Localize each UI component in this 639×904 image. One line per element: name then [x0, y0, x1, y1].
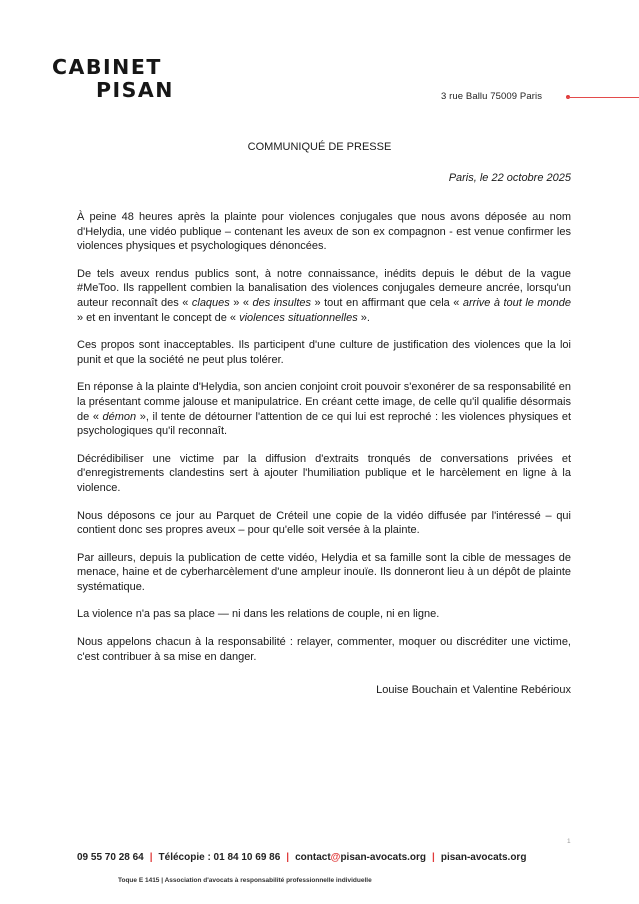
paragraph-4: En réponse à la plainte d'Helydia, son ancien conjoint croit pouvoir s'exonérer de sa responsabilité en la présentant comme jalouse et manipulatrice. En créant cette image, de celle qu'il qualifie désormais de « démon », il tente de détourner l'attention de ce qui lui est reproché : les violences physiques et psychologiques qu'il reconnaît.	[77, 381, 572, 438]
quote-violences-situationnelles: violences situationnelles	[239, 311, 358, 324]
footer-separator: |	[286, 852, 290, 863]
address-rule-decoration	[567, 97, 639, 98]
dateline: Paris, le 22 octobre 2025	[448, 172, 571, 184]
footer-separator: |	[432, 852, 435, 863]
signature: Louise Bouchain et Valentine Rebérioux	[376, 684, 571, 696]
paragraph-7: Par ailleurs, depuis la publication de cette vidéo, Helydia et sa famille sont la cible de messages de menace, haine et de cyberharcèlement d'une ampleur inouïe. Ils donneront lieu à un dépôt de plainte systématique.	[77, 551, 571, 593]
press-release-body	[77, 210, 571, 677]
quote-demon: démon	[102, 410, 137, 423]
paragraph-2: De tels aveux rendus publics sont, à notre connaissance, inédits depuis le début de la vague #MeToo. Ils rappellent combien la banalisation des violences conjugales demeure ancrée, lorsqu'un auteur reconnaît des « claques » « des insultes » tout en affirmant que cela « arrive à tout le monde » et en inventant le concept de « violences situationnelles ».	[77, 267, 572, 324]
paragraph-3: Ces propos sont inacceptables. Ils participent d'une culture de justification des violences que la loi punit et que la société ne peut plus tolérer.	[77, 339, 571, 366]
footer-separator: |	[149, 852, 153, 863]
document-title: COMMUNIQUÉ DE PRESSE	[247, 141, 392, 153]
quote-arrive: arrive à tout le monde	[462, 296, 572, 309]
page-number: 1	[567, 838, 571, 845]
paragraph-6: Nous déposons ce jour au Parquet de Créteil une copie de la vidéo diffusée par l'intéressé – qui contient donc ses propres aveux – pour qu'elle soit versée à la plainte.	[77, 509, 571, 537]
footer-contact	[77, 852, 526, 863]
paragraph-5: Décrédibiliser une victime par la diffusion d'extraits tronqués de conversations privées et d'enregistrements clandestins sert à ajouter l'humiliation publique et le harcèlement en ligne à la violence.	[77, 452, 571, 494]
logo-line-pisan: PISAN	[96, 78, 174, 102]
firm-address: 3 rue Ballu 75009 Paris	[441, 91, 543, 102]
paragraph-1: À peine 48 heures après la plainte pour violences conjugales que nous avons déposée au nom d'Helydia, une vidéo publique – contenant les aveux de son ex compagnon - est venue confirmer les violences physiques et psychologiques dénoncées.	[77, 211, 571, 253]
footer-fax: Télécopie : 01 84 10 69 86	[158, 852, 281, 863]
cabinet-pisan-logo	[52, 56, 174, 102]
footer-website[interactable]: pisan-avocats.org	[440, 852, 527, 863]
footer-phone: 09 55 70 28 64	[77, 852, 144, 863]
quote-insultes: des insultes	[252, 296, 312, 309]
logo-line-cabinet: CABINET	[52, 55, 162, 79]
paragraph-9: Nous appelons chacun à la responsabilité : relayer, commenter, moquer ou discréditer une victime, c'est contribuer à sa mise en danger.	[77, 636, 571, 663]
footer-legal-notice: Toque E 1415 | Association d'avocats à responsabilité professionnelle individuelle	[118, 877, 372, 884]
footer-email[interactable]: contact@pisan-avocats.org	[295, 852, 427, 863]
paragraph-8: La violence n'a pas sa place — ni dans les relations de couple, ni en ligne.	[77, 608, 440, 621]
quote-claques: claques	[191, 296, 230, 309]
